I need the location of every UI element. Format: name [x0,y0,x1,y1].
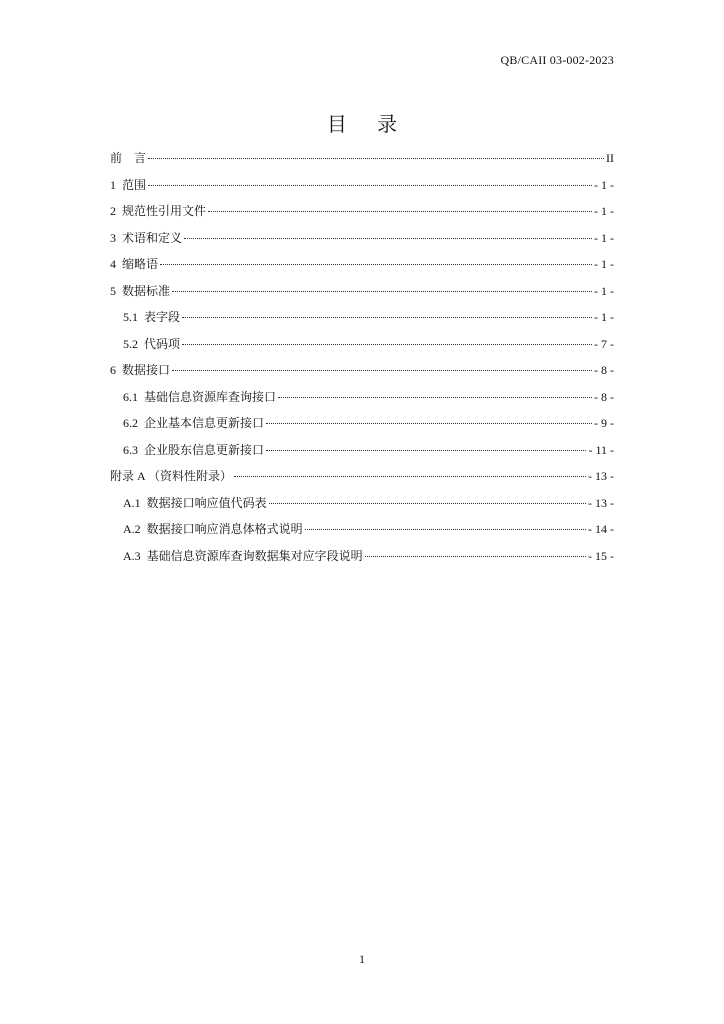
toc-entry-label: 6.2 企业基本信息更新接口 [123,416,265,430]
toc-entry[interactable] [110,495,614,522]
toc-entry-page: - 13 - [588,495,614,510]
toc-entry[interactable] [110,415,614,442]
toc-entry[interactable] [110,150,614,177]
toc-entry[interactable] [110,389,614,416]
toc-entry-label: 5.2 代码项 [123,336,181,351]
document-code: QB/CAII 03-002-2023 [500,53,614,67]
toc-entry[interactable] [110,283,614,310]
toc-entry[interactable] [110,256,614,283]
dot-leader [148,185,592,186]
toc-entry-label: A.1 数据接口响应值代码表 [123,495,267,510]
dot-leader [208,211,592,212]
toc-entry[interactable] [110,309,614,336]
toc-entry[interactable] [110,362,614,389]
dot-leader [184,238,592,239]
page-number: 1 [359,952,365,966]
toc-entry[interactable] [110,521,614,548]
toc-entry-label: 6 数据接口 [110,363,171,377]
dot-leader [172,370,592,371]
toc-entry[interactable] [110,336,614,363]
toc-entry-page: - 1 - [594,283,614,298]
dot-leader [266,423,592,424]
toc-entry-page: - 1 - [594,204,614,218]
dot-leader [266,450,586,451]
dot-leader [234,476,586,477]
toc-entry[interactable] [110,230,614,257]
toc-entry-page: - 13 - [588,469,614,483]
dot-leader [148,158,604,159]
toc-entry-page: - 1 - [594,257,614,271]
toc-entry-page: - 1 - [594,230,614,245]
toc-entry-label: 3 术语和定义 [110,230,183,245]
toc-entry-label: 前 言 [110,151,147,165]
toc-entry-page: II [606,151,614,165]
toc-entry-label: 6.3 企业股东信息更新接口 [123,442,265,457]
dot-leader [172,291,592,292]
toc-entry-label: 6.1 基础信息资源库查询接口 [123,389,277,404]
toc-entry-page: - 1 - [594,177,614,192]
toc-entry-label: 2 规范性引用文件 [110,204,207,218]
toc-entry-page: - 8 - [594,389,614,404]
dot-leader [182,344,592,345]
dot-leader [365,556,586,557]
table-of-contents [110,150,614,574]
toc-entry-page: - 1 - [594,310,614,324]
toc-entry[interactable] [110,177,614,204]
toc-entry-page: - 15 - [588,548,614,563]
dot-leader [160,264,592,265]
toc-entry-label: 5.1 表字段 [123,310,181,324]
toc-entry-label: A.2 数据接口响应消息体格式说明 [123,522,303,536]
toc-entry[interactable] [110,203,614,230]
toc-entry-label: 附录 A （资料性附录） [110,469,233,483]
dot-leader [305,529,586,530]
toc-entry-page: - 8 - [594,363,614,377]
toc-entry-page: - 11 - [588,442,614,457]
toc-entry-page: - 7 - [594,336,614,351]
toc-entry[interactable] [110,468,614,495]
toc-entry[interactable] [110,548,614,575]
dot-leader [278,397,592,398]
toc-entry-label: 1 范围 [110,177,147,192]
page-title: 目 录 [326,112,410,136]
dot-leader [269,503,586,504]
toc-entry[interactable] [110,442,614,469]
toc-entry-page: - 14 - [588,522,614,536]
dot-leader [182,317,592,318]
toc-entry-label: A.3 基础信息资源库查询数据集对应字段说明 [123,548,363,563]
toc-entry-page: - 9 - [594,416,614,430]
toc-entry-label: 4 缩略语 [110,257,159,271]
toc-entry-label: 5 数据标准 [110,283,171,298]
